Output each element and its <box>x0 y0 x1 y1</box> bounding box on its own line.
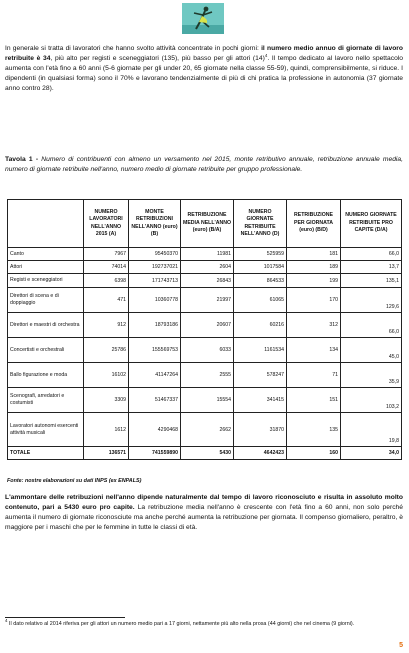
row-label: Concertisti e orchestrali <box>8 338 84 363</box>
cell-avg-pay: 21997 <box>181 288 234 313</box>
dancer-logo <box>182 3 224 34</box>
cell-pay-per-day: 134 <box>287 338 341 363</box>
cell-pay-per-day: 170 <box>287 288 341 313</box>
cell-days: 1161534 <box>234 338 287 363</box>
header-cell: RETRIBUZIONE MEDIA NELL'ANNO (euro) (B/A) <box>181 200 234 248</box>
cell-total-pay: 171743713 <box>129 274 181 288</box>
table-row <box>8 274 402 288</box>
header-cell: NUMERO GIORNATE RETRIBUITE PRO CAPITE (D/A) <box>341 200 402 248</box>
table-row <box>8 413 402 447</box>
body-paragraph: L'ammontare delle retribuzioni nell'anno dipende naturalmente dal tempo di lavoro riconosciuto e risulta in assoluto molto contenuto, pari a 5430 euro pro capite. La retribuzione media nell'anno è crescente con l'età fino a 60 anni, non solo perché aumenta il numero di giornate riconosciute ma anche perché aumenta la retribuzione per giornata. Il compenso giornaliero, peraltro, è maggiore per i maschi che per le femmine in tutte le classi di età. <box>5 494 403 532</box>
row-label: TOTALE <box>8 447 84 460</box>
cell-pay-per-day: 199 <box>287 274 341 288</box>
cell-days: 31870 <box>234 413 287 447</box>
cell-days-per-capita: 66,0 <box>341 313 402 338</box>
cell-total-pay: 95450370 <box>129 248 181 261</box>
row-label: Canto <box>8 248 84 261</box>
cell-days-per-capita: 19,8 <box>341 413 402 447</box>
cell-avg-pay: 26843 <box>181 274 234 288</box>
cell-avg-pay: 20607 <box>181 313 234 338</box>
cell-days-per-capita: 34,0 <box>341 447 402 460</box>
cell-workers: 25786 <box>84 338 129 363</box>
contributors-table <box>7 199 402 460</box>
cell-days-per-capita: 13,7 <box>341 261 402 274</box>
row-label: Lavoratori autonomi esercenti attività musicali <box>8 413 84 447</box>
cell-days: 578247 <box>234 363 287 388</box>
cell-pay-per-day: 312 <box>287 313 341 338</box>
cell-days-per-capita: 103,2 <box>341 388 402 413</box>
cell-days-per-capita: 35,9 <box>341 363 402 388</box>
cell-workers: 1612 <box>84 413 129 447</box>
footnote-divider <box>5 617 125 618</box>
row-label: Ballo figurazione e moda <box>8 363 84 388</box>
header-cell: RETRIBUZIONE PER GIORNATA (euro) (B/D) <box>287 200 341 248</box>
cell-pay-per-day: 181 <box>287 248 341 261</box>
cell-workers: 3309 <box>84 388 129 413</box>
cell-pay-per-day: 71 <box>287 363 341 388</box>
row-label: Attori <box>8 261 84 274</box>
cell-total-pay: 741559890 <box>129 447 181 460</box>
table-caption: Tavola 1 - Numero di contribuenti con almeno un versamento nel 2015, monte retributivo annuale, retribuzione annuale media, numero di giornate retribuite nell'anno, numero medio di giornate retribuite per gruppo professionale. <box>5 156 403 174</box>
cell-workers: 912 <box>84 313 129 338</box>
row-label: Direttori di scena e di doppiaggio <box>8 288 84 313</box>
cell-avg-pay: 15554 <box>181 388 234 413</box>
cell-avg-pay: 2662 <box>181 413 234 447</box>
header-cell: NUMERO LAVORATORI NELL'ANNO 2015 (A) <box>84 200 129 248</box>
footnote-number: 4 <box>5 618 8 624</box>
cell-avg-pay: 2555 <box>181 363 234 388</box>
table-row <box>8 388 402 413</box>
cell-total-pay: 4290468 <box>129 413 181 447</box>
cell-avg-pay: 2604 <box>181 261 234 274</box>
cell-total-pay: 41147264 <box>129 363 181 388</box>
table-source: Fonte: nostre elaborazioni su dati INPS (ex ENPALS) <box>7 478 142 484</box>
cell-pay-per-day: 189 <box>287 261 341 274</box>
cell-pay-per-day: 151 <box>287 388 341 413</box>
cell-workers: 471 <box>84 288 129 313</box>
cell-days: 525959 <box>234 248 287 261</box>
page-number: 5 <box>399 642 403 649</box>
header-cell <box>8 200 84 248</box>
cell-days: 61065 <box>234 288 287 313</box>
cell-days: 4642423 <box>234 447 287 460</box>
cell-days: 1017584 <box>234 261 287 274</box>
intro-paragraph: In generale si tratta di lavoratori che hanno svolto attività concentrate in pochi giorni: il numero medio annuo di giornate di lavoro retribuite è 34, più alto per registi e sceneggiatori (135), più basso per gli attori $(14)^4$. Il tempo dedicato al lavoro nello spettacolo aumenta con l'età fino a 60 anni (5-6 giornate per gli under 20, 65 giornate nella classe 55-59), quindi, comprensibilmente, si riduce. I dipendenti (in qualsiasi forma) sono il 70% e lavorano tendenzialmente di più di chi pratica la professione in autonomia (37 giornate anno contro 28). <box>5 45 403 93</box>
table-total-row <box>8 447 402 460</box>
cell-avg-pay: 6033 <box>181 338 234 363</box>
row-label: Scenografi, arredatori e costumisti <box>8 388 84 413</box>
cell-workers: 136571 <box>84 447 129 460</box>
table-row <box>8 261 402 274</box>
table-row <box>8 288 402 313</box>
cell-workers: 7967 <box>84 248 129 261</box>
header-cell: MONTE RETRIBUZIONI NELL'ANNO (euro) (B) <box>129 200 181 248</box>
cell-workers: 6398 <box>84 274 129 288</box>
cell-total-pay: 10360778 <box>129 288 181 313</box>
footnote-ref: 4 <box>264 52 268 58</box>
header-cell: NUMERO GIORNATE RETRIBUITE NELL'ANNO (D) <box>234 200 287 248</box>
cell-days-per-capita: 45,0 <box>341 338 402 363</box>
table-row <box>8 248 402 261</box>
row-label: Direttori e maestri di orchestra <box>8 313 84 338</box>
cell-avg-pay: 5430 <box>181 447 234 460</box>
cell-days: 864533 <box>234 274 287 288</box>
cell-days: 60216 <box>234 313 287 338</box>
cell-total-pay: 18793186 <box>129 313 181 338</box>
cell-days-per-capita: 135,1 <box>341 274 402 288</box>
table-row <box>8 313 402 338</box>
table-header-row <box>8 200 402 248</box>
cell-pay-per-day: 160 <box>287 447 341 460</box>
table-row <box>8 363 402 388</box>
cell-total-pay: 192737021 <box>129 261 181 274</box>
table-row <box>8 338 402 363</box>
cell-workers: 74014 <box>84 261 129 274</box>
cell-total-pay: 51467337 <box>129 388 181 413</box>
cell-days: 341415 <box>234 388 287 413</box>
cell-pay-per-day: 135 <box>287 413 341 447</box>
cell-total-pay: 155569753 <box>129 338 181 363</box>
row-label: Registi e sceneggiatori <box>8 274 84 288</box>
cell-days-per-capita: 66,0 <box>341 248 402 261</box>
cell-workers: 16102 <box>84 363 129 388</box>
cell-avg-pay: 11981 <box>181 248 234 261</box>
cell-days-per-capita: 129,6 <box>341 288 402 313</box>
footnote: $^4$ Il dato relativo al 2014 riferiva per gli attori un numero medio pari a 17 giorni, nettamente più alto nella prosa (44 giorni) che nel cinema (9 giorni). <box>5 618 355 627</box>
